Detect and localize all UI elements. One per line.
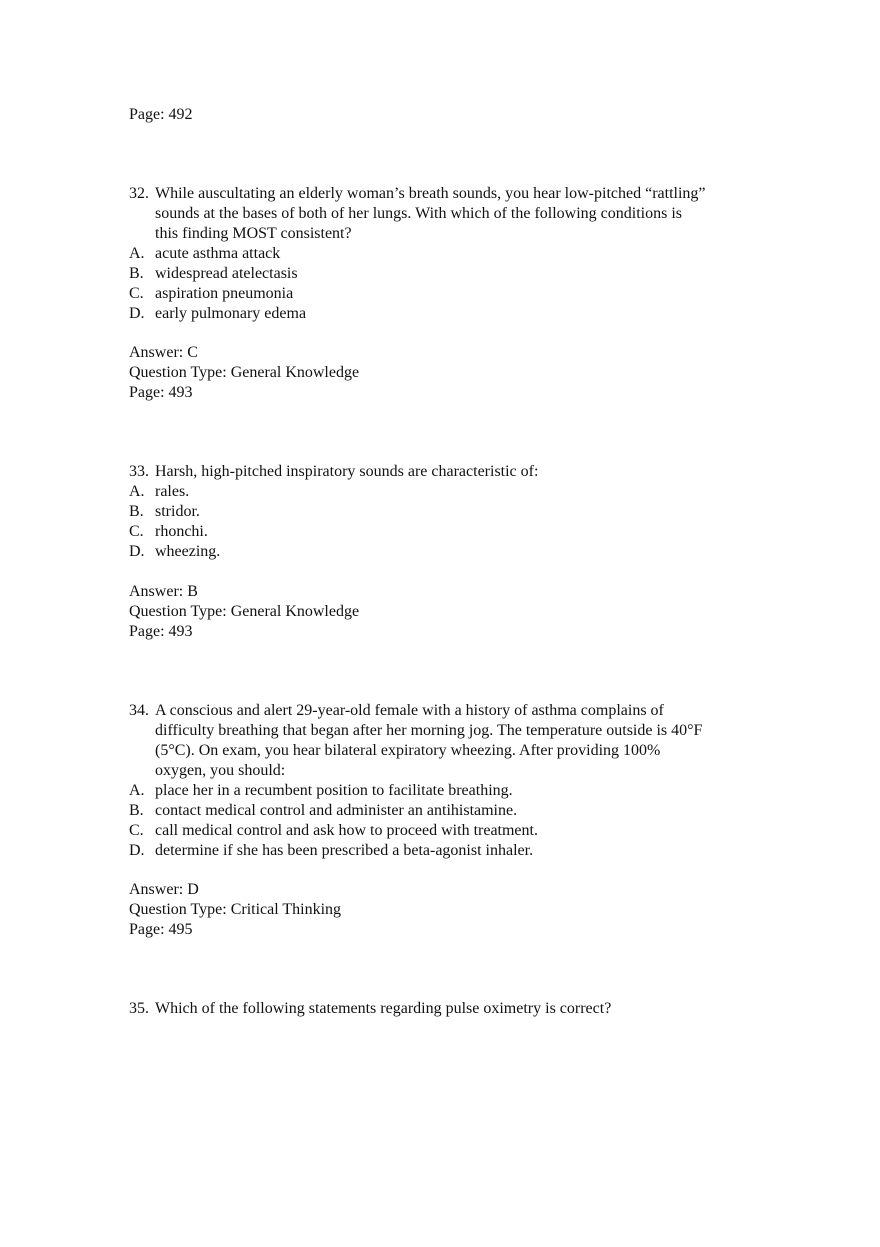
- question-32-option-a: [129, 244, 280, 264]
- option-text: acute asthma attack: [155, 245, 281, 262]
- question-34-stem-line-4: oxygen, you should:: [155, 762, 286, 779]
- page-reference: Page: 492: [129, 106, 193, 123]
- stem-text: Which of the following statements regarding pulse oximetry is correct?: [155, 1000, 612, 1017]
- question-34-type: Question Type: Critical Thinking: [129, 901, 342, 918]
- option-text: aspiration pneumonia: [155, 285, 294, 302]
- option-letter: A.: [129, 245, 145, 262]
- question-34-option-c: [129, 821, 538, 841]
- question-34-page: Page: 495: [129, 921, 193, 938]
- option-letter: D.: [129, 543, 145, 560]
- question-33-option-a: [129, 482, 189, 502]
- option-letter: B.: [129, 503, 144, 520]
- question-33-answer: Answer: B: [129, 583, 198, 600]
- option-text: rhonchi.: [155, 523, 208, 540]
- option-letter: A.: [129, 483, 145, 500]
- option-letter: B.: [129, 265, 144, 282]
- option-letter: C.: [129, 285, 144, 302]
- option-text: widespread atelectasis: [155, 265, 298, 282]
- question-33-option-c: [129, 522, 208, 542]
- question-number: 35.: [129, 1000, 149, 1017]
- question-35-stem-line-1: [129, 999, 611, 1019]
- question-34-stem-line-1: [129, 701, 664, 721]
- option-letter: D.: [129, 842, 145, 859]
- question-33-page: Page: 493: [129, 623, 193, 640]
- question-33-option-b: [129, 502, 200, 522]
- question-34-answer: Answer: D: [129, 881, 199, 898]
- question-33-type: Question Type: General Knowledge: [129, 603, 360, 620]
- option-text: call medical control and ask how to proceed with treatment.: [155, 822, 538, 839]
- option-letter: C.: [129, 523, 144, 540]
- option-text: place her in a recumbent position to facilitate breathing.: [155, 782, 513, 799]
- option-letter: C.: [129, 822, 144, 839]
- option-text: rales.: [155, 483, 190, 500]
- question-34-stem-line-3: (5°C). On exam, you hear bilateral expiratory wheezing. After providing 100%: [155, 742, 661, 759]
- option-letter: B.: [129, 802, 144, 819]
- question-32-page: Page: 493: [129, 384, 193, 401]
- option-text: wheezing.: [155, 543, 221, 560]
- question-34-stem-line-2: difficulty breathing that began after her morning jog. The temperature outside is 40°F: [155, 722, 703, 739]
- question-33-stem-line-1: [129, 462, 538, 482]
- stem-text: A conscious and alert 29-year-old female with a history of asthma complains of: [155, 702, 664, 719]
- question-32-option-d: [129, 304, 306, 324]
- option-letter: D.: [129, 305, 145, 322]
- question-34-option-b: [129, 801, 517, 821]
- question-34-option-d: [129, 841, 533, 861]
- question-32-stem-line-2: sounds at the bases of both of her lungs. With which of the following conditions is: [155, 205, 682, 222]
- question-32-stem-line-3: this finding MOST consistent?: [155, 225, 352, 242]
- option-text: determine if she has been prescribed a beta-agonist inhaler.: [155, 842, 534, 859]
- question-32-stem-line-1: [129, 184, 706, 204]
- option-text: stridor.: [155, 503, 200, 520]
- option-letter: A.: [129, 782, 145, 799]
- option-text: contact medical control and administer an antihistamine.: [155, 802, 518, 819]
- question-number: 32.: [129, 185, 149, 202]
- option-text: early pulmonary edema: [155, 305, 307, 322]
- question-32-type: Question Type: General Knowledge: [129, 364, 360, 381]
- question-33-option-d: [129, 542, 220, 562]
- question-number: 33.: [129, 463, 149, 480]
- question-number: 34.: [129, 702, 149, 719]
- question-32-option-b: [129, 264, 298, 284]
- question-32-answer: Answer: C: [129, 344, 198, 361]
- question-34-option-a: [129, 781, 513, 801]
- stem-text: While auscultating an elderly woman’s breath sounds, you hear low-pitched “rattling”: [155, 185, 706, 202]
- stem-text: Harsh, high-pitched inspiratory sounds are characteristic of:: [155, 463, 539, 480]
- question-32-option-c: [129, 284, 293, 304]
